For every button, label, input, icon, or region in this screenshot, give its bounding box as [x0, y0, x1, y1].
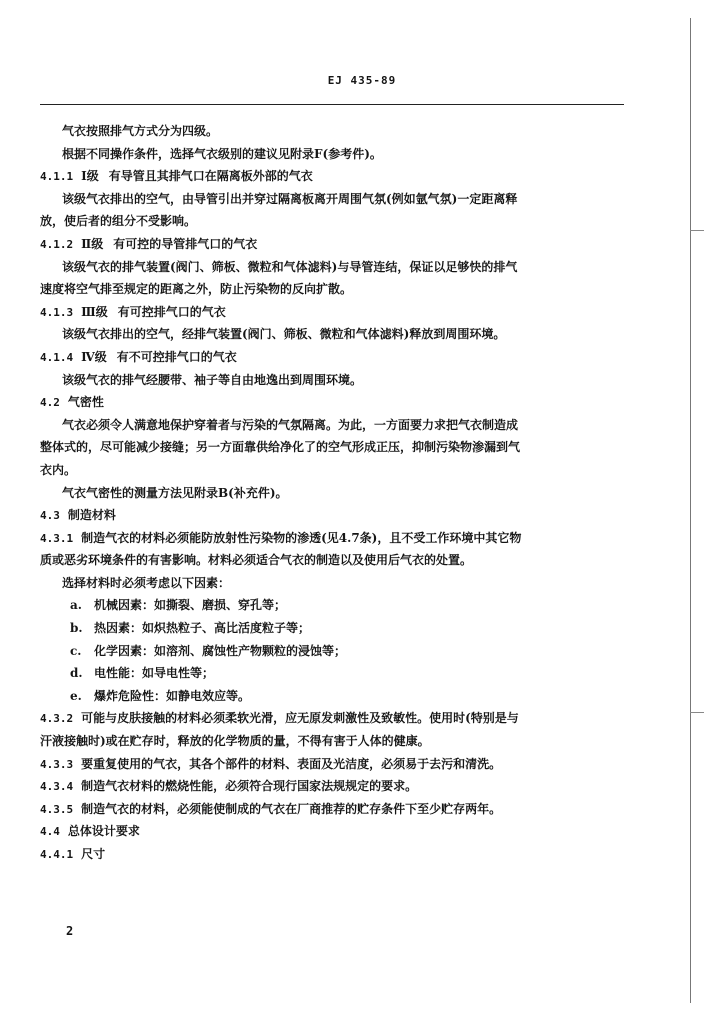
line-text: 根据不同操作条件，选择气衣级别的建议见附录F(参考件)。 [62, 146, 382, 161]
scan-edge-tick [690, 230, 704, 231]
section-number: 4.3.3 [40, 757, 74, 771]
paragraph-line [40, 572, 630, 595]
paragraph-line [40, 323, 630, 346]
section-heading [40, 707, 630, 730]
paragraph-line [40, 436, 630, 459]
section-heading [40, 527, 630, 550]
line-text: 汗液接触时)或在贮存时，释放的化学物质的量，不得有害于人体的健康。 [40, 734, 430, 749]
paragraph-line [40, 120, 630, 143]
paragraph-line [40, 730, 630, 753]
line-text: 可能与皮肤接触的材料必须柔软光滑，应无原发刺激性及致敏性。使用时(特别是与 [81, 711, 519, 726]
line-text: 要重复使用的气衣，其各个部件的材料、表面及光洁度，必须易于去污和清洗。 [81, 756, 502, 771]
scan-edge-tick [690, 712, 704, 713]
section-number: 4.1.4 [40, 350, 74, 364]
line-text: 气衣必须令人满意地保护穿着者与污染的气氛隔离。为此，一方面要力求把气衣制造成 [62, 417, 519, 432]
line-text: 该级气衣的排气装置(阀门、筛板、微粒和气体滤料)与导管连结，保证以足够快的排气 [62, 259, 518, 274]
line-text: 制造材料 [67, 508, 116, 523]
paragraph-line [40, 278, 630, 301]
section-heading [40, 504, 630, 527]
line-text: 化学因素：如溶剂、腐蚀性产物颗粒的浸蚀等； [94, 643, 347, 658]
line-text: 放，使后者的组分不受影响。 [40, 214, 197, 229]
list-marker: c. [70, 643, 82, 658]
section-heading [40, 753, 630, 776]
line-text: 有导管且其排气口在隔离板外部的气衣 [108, 169, 313, 184]
list-item [40, 640, 630, 663]
paragraph-line [40, 210, 630, 233]
section-heading [40, 301, 630, 324]
section-heading [40, 391, 630, 414]
line-text: 有可控排气口的气衣 [117, 304, 226, 319]
section-number: 4.1.1 [40, 170, 74, 184]
line-text: 选择材料时必须考虑以下因素： [62, 575, 231, 590]
line-text: 该级气衣的排气经腰带、袖子等自由地逸出到周围环境。 [62, 372, 363, 387]
section-number: 4.3 [40, 509, 60, 523]
section-heading [40, 346, 630, 369]
section-number: 4.3.5 [40, 802, 74, 816]
list-marker: b. [70, 621, 83, 636]
section-heading [40, 775, 630, 798]
document-body [40, 120, 630, 866]
line-text: 总体设计要求 [67, 824, 140, 839]
page-number: 2 [66, 924, 74, 938]
paragraph-line [40, 482, 630, 505]
line-text: 制造气衣的材料，必须能使制成的气衣在厂商推荐的贮存条件下至少贮存两年。 [81, 801, 502, 816]
paragraph-line [40, 549, 630, 572]
section-heading [40, 843, 630, 866]
section-heading [40, 820, 630, 843]
grade-label: Ⅳ级 [81, 349, 107, 364]
list-marker: d. [70, 666, 83, 681]
list-marker: e. [70, 688, 82, 703]
grade-label: Ⅱ级 [81, 236, 104, 251]
list-marker: a. [70, 598, 82, 613]
paragraph-line [40, 459, 630, 482]
line-text: 气密性 [67, 395, 104, 410]
line-text: 速度将空气排至规定的距离之外，防止污染物的反向扩散。 [40, 282, 353, 297]
paragraph-line [40, 414, 630, 437]
line-text: 机械因素：如撕裂、磨损、穿孔等； [94, 598, 287, 613]
list-item [40, 617, 630, 640]
paragraph-line [40, 256, 630, 279]
line-text: 衣内。 [40, 462, 77, 477]
line-text: 气衣气密性的测量方法见附录B(补充件)。 [62, 485, 288, 500]
line-text: 该级气衣排出的空气，由导管引出并穿过隔离板离开周围气氛(例如氩气氛)一定距离释 [62, 191, 518, 206]
line-text: 质或恶劣环境条件的有害影响。材料必须适合气衣的制造以及使用后气衣的处置。 [40, 553, 473, 568]
header-rule [40, 104, 624, 105]
section-number: 4.3.1 [40, 531, 74, 545]
line-text: 尺寸 [81, 847, 106, 861]
paragraph-line [40, 143, 630, 166]
line-text: 制造气衣的材料必须能防放射性污染物的渗透(见4.7条)，且不受工作环境中其它物 [81, 530, 522, 545]
section-number: 4.1.3 [40, 305, 74, 319]
section-number: 4.3.4 [40, 780, 74, 794]
running-header: EJ 435-89 [327, 74, 397, 87]
scan-edge-line [690, 18, 691, 1003]
section-number: 4.1.2 [40, 237, 74, 251]
line-text: 制造气衣材料的燃烧性能，必须符合现行国家法规规定的要求。 [81, 779, 418, 794]
section-heading [40, 165, 630, 188]
line-text: 电性能：如导电性等； [94, 666, 215, 681]
line-text: 整体式的，尽可能减少接缝；另一方面靠供给净化了的空气形成正压，抑制污染物渗漏到气 [40, 440, 521, 455]
section-heading [40, 233, 630, 256]
section-heading [40, 798, 630, 821]
line-text: 该级气衣排出的空气，经排气装置(阀门、筛板、微粒和气体滤料)释放到周围环境。 [62, 327, 506, 342]
line-text: 热因素：如炽热粒子、高比活度粒子等； [94, 621, 311, 636]
section-number: 4.4.1 [40, 848, 74, 861]
line-text: 有不可控排气口的气衣 [116, 349, 237, 364]
paragraph-line [40, 369, 630, 392]
list-item [40, 594, 630, 617]
list-item [40, 662, 630, 685]
grade-label: Ⅲ级 [81, 304, 108, 319]
section-number: 4.2 [40, 396, 60, 410]
grade-label: Ⅰ级 [81, 169, 99, 184]
line-text: 有可控的导管排气口的气衣 [113, 236, 258, 251]
paragraph-line [40, 188, 630, 211]
line-text: 爆炸危险性：如静电效应等。 [94, 688, 251, 703]
list-item [40, 685, 630, 708]
section-number: 4.3.2 [40, 712, 74, 726]
section-number: 4.4 [40, 825, 60, 839]
line-text: 气衣按照排气方式分为四级。 [62, 124, 219, 138]
